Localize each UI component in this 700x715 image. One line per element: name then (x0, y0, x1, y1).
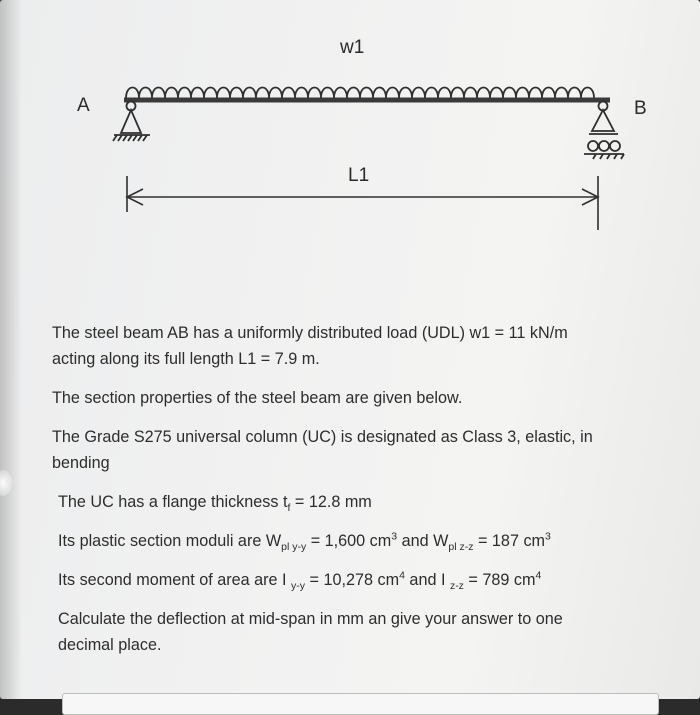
second-moment-line: Its second moment of area are I $_{y-y}$ = 10,278 $cm^4$ and I $_{z-z}$ = 789 $cm^4$ (58, 569, 542, 593)
pin-support-a (113, 102, 150, 142)
plastic-moduli-line: Its plastic section moduli are $W_{pl y-y} = 1,600$ $cm^3$ and $W_{pl z-z} = 187$ $cm^3$ (58, 530, 551, 554)
udl-load (126, 88, 594, 99)
problem-paragraph-3: The Grade S275 universal column (UC) is designated as Class 3, elastic, in bending (52, 428, 593, 472)
support-b-label: B (634, 98, 647, 119)
problem-paragraph-1: The steel beam AB has a uniformly distributed load (UDL) w1 = 11 kN/m acting along its full length L1 = 7.9 m. (52, 324, 568, 368)
roller-support-b (584, 102, 624, 160)
answer-input[interactable] (62, 693, 659, 715)
span-label: L1 (348, 165, 370, 186)
flange-thickness-line: The UC has a flange thickness $t_f = 12.8$ mm (58, 493, 372, 515)
beam-diagram (0, 0, 700, 300)
question-text: Calculate the deflection at mid-span in mm an give your answer to one decimal place. (58, 610, 563, 654)
load-label: w1 (340, 37, 365, 58)
problem-text (52, 320, 662, 671)
problem-paragraph-2: The section properties of the steel beam are given below. (52, 389, 463, 407)
support-a-label: A (77, 95, 90, 116)
